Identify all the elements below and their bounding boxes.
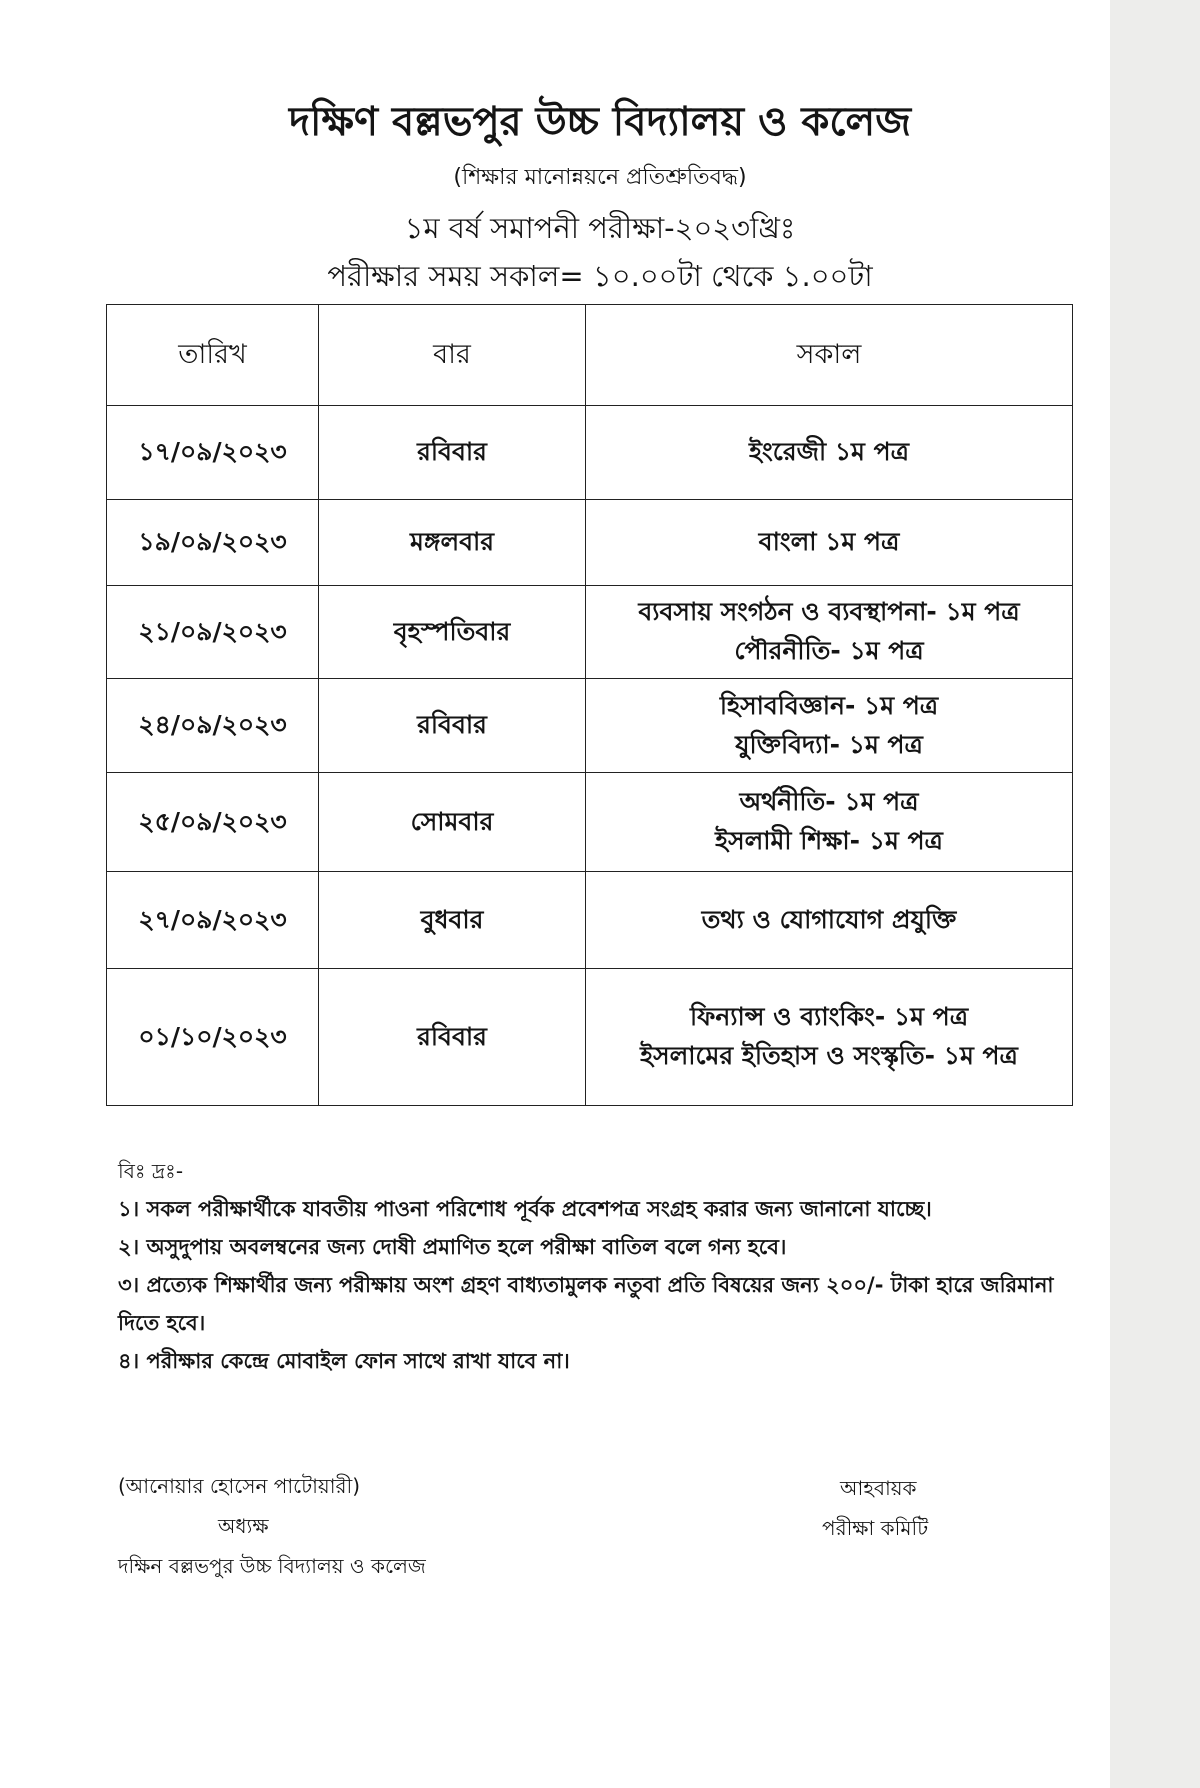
subject: পৌরনীতি- ১ম পত্র bbox=[734, 636, 924, 665]
exam-day: রবিবার bbox=[319, 679, 586, 773]
exam-subjects bbox=[586, 679, 1073, 773]
table-row bbox=[107, 872, 1073, 969]
exam-title: ১ম বর্ষ সমাপনী পরীক্ষা-২০২৩খ্রিঃ bbox=[404, 211, 796, 245]
principal-title: অধ্যক্ষ bbox=[218, 1514, 269, 1538]
table-row bbox=[107, 969, 1073, 1106]
table-row bbox=[107, 586, 1073, 679]
exam-date: ১৯/০৯/২০২৩ bbox=[107, 500, 319, 586]
institution-motto: (শিক্ষার মানোন্নয়নে প্রতিশ্রুতিবদ্ধ) bbox=[453, 165, 747, 190]
exam-date: ২৭/০৯/২০২৩ bbox=[107, 872, 319, 969]
subject: ইংরেজী ১ম পত্র bbox=[749, 437, 909, 467]
table-row bbox=[107, 773, 1073, 872]
note-item: ৪। পরীক্ষার কেন্দ্রে মোবাইল ফোন সাথে রাখা যাবে না। bbox=[118, 1349, 570, 1373]
institution-title: দক্ষিণ বল্লভপুর উচ্চ বিদ্যালয় ও কলেজ bbox=[289, 99, 911, 145]
exam-day: মঙ্গলবার bbox=[319, 500, 586, 586]
exam-day: সোমবার bbox=[319, 773, 586, 872]
exam-date: ০১/১০/২০২৩ bbox=[107, 969, 319, 1106]
exam-day: বুধবার bbox=[319, 872, 586, 969]
subject: হিসাববিজ্ঞান- ১ম পত্র bbox=[719, 690, 939, 720]
convener-committee: পরীক্ষা কমিটি bbox=[822, 1516, 929, 1540]
table-row bbox=[107, 679, 1073, 773]
exam-subjects bbox=[586, 406, 1073, 500]
exam-date: ২১/০৯/২০২৩ bbox=[107, 586, 319, 679]
subject: ফিন্যান্স ও ব্যাংকিং- ১ম পত্র bbox=[689, 1002, 969, 1032]
exam-subjects bbox=[586, 872, 1073, 969]
exam-subjects bbox=[586, 773, 1073, 872]
note-item: ৩। প্রত্যেক শিক্ষার্থীর জন্য পরীক্ষায় অংশ গ্রহণ বাধ্যতামুলক নতুবা প্রতি বিষয়ের জন্য ২০০/- টাকা হারে জরিমানা দিতে হবে। bbox=[118, 1273, 1054, 1335]
subject: অর্থনীতি- ১ম পত্র bbox=[739, 787, 919, 817]
table-row bbox=[107, 500, 1073, 586]
subject: ইসলামী শিক্ষা- ১ম পত্র bbox=[715, 826, 943, 855]
exam-subjects bbox=[586, 969, 1073, 1106]
exam-subjects bbox=[586, 500, 1073, 586]
principal-institution: দক্ষিন বল্লভপুর উচ্চ বিদ্যালয় ও কলেজ bbox=[118, 1554, 426, 1578]
subject: ইসলামের ইতিহাস ও সংস্কৃতি- ১ম পত্র bbox=[640, 1041, 1018, 1070]
exam-schedule-table bbox=[106, 304, 1073, 1106]
notes-section bbox=[118, 1152, 1078, 1380]
subject: বাংলা ১ম পত্র bbox=[758, 527, 900, 557]
convener-title: আহবায়ক bbox=[840, 1476, 917, 1500]
exam-day: রবিবার bbox=[319, 969, 586, 1106]
exam-date: ২৪/০৯/২০২৩ bbox=[107, 679, 319, 773]
exam-time: পরীক্ষার সময় সকাল= ১০.০০টা থেকে ১.০০টা bbox=[327, 259, 873, 293]
note-item: ১। সকল পরীক্ষার্থীকে যাবতীয় পাওনা পরিশোধ পূর্বক প্রবেশপত্র সংগ্রহ করার জন্য জানানো যাচ্ছে। bbox=[118, 1197, 932, 1221]
header-date: তারিখ bbox=[107, 305, 319, 406]
exam-date: ২৫/০৯/২০২৩ bbox=[107, 773, 319, 872]
table-row bbox=[107, 406, 1073, 500]
exam-subjects bbox=[586, 586, 1073, 679]
notes-heading: বিঃ দ্রঃ- bbox=[118, 1159, 184, 1183]
exam-day: বৃহস্পতিবার bbox=[319, 586, 586, 679]
table-header-row bbox=[107, 305, 1073, 406]
subject: যুক্তিবিদ্যা- ১ম পত্র bbox=[735, 729, 923, 759]
note-item: ২। অসুদুপায় অবলম্বনের জন্য দোষী প্রমাণিত হলে পরীক্ষা বাতিল বলে গন্য হবে। bbox=[118, 1235, 787, 1259]
exam-day: রবিবার bbox=[319, 406, 586, 500]
header-day: বার bbox=[319, 305, 586, 406]
subject: ব্যবসায় সংগঠন ও ব্যবস্থাপনা- ১ম পত্র bbox=[638, 597, 1020, 627]
exam-date: ১৭/০৯/২০২৩ bbox=[107, 406, 319, 500]
header-morning: সকাল bbox=[586, 305, 1073, 406]
principal-name: (আনোয়ার হোসেন পাটোয়ারী) bbox=[118, 1474, 361, 1498]
subject: তথ্য ও যোগাযোগ প্রযুক্তি bbox=[701, 904, 957, 934]
